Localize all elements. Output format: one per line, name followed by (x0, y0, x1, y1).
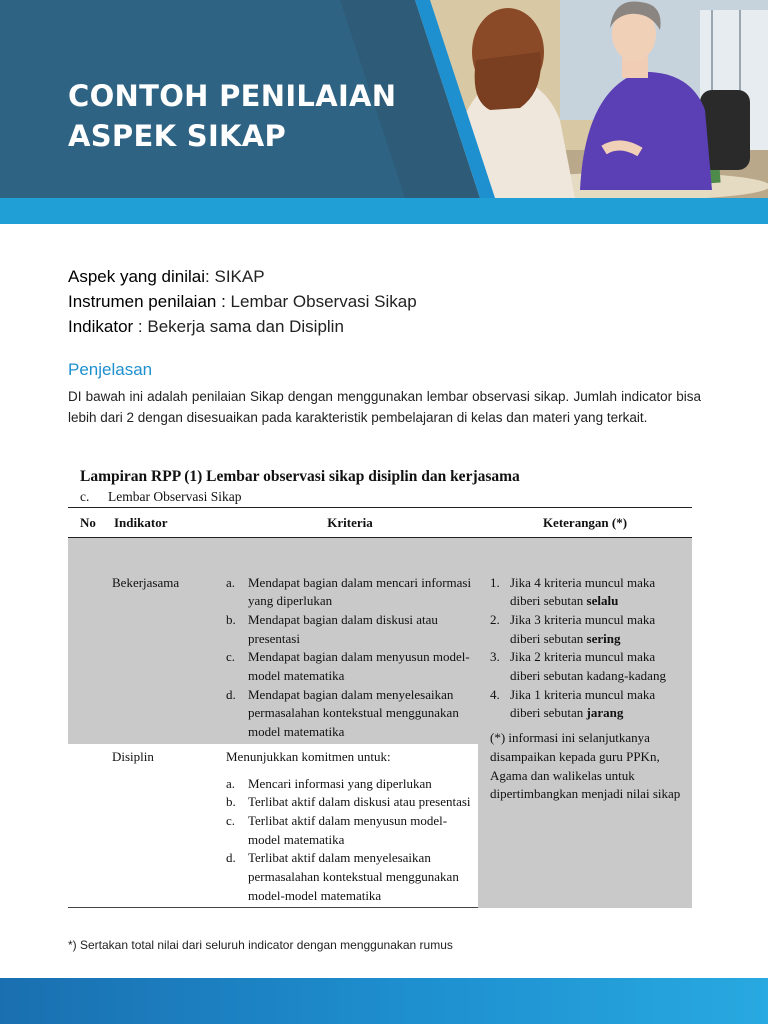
item-text-plain: Jika 4 kriteria muncul maka diberi sebutan (510, 574, 656, 609)
penjelasan-paragraph: DI bawah ini adalah penilaian Sikap dengan menggunakan lembar observasi sikap. Jumlah indicator bisa lebih dari 2 dengan disesuaikan pada karakteristik pembelajaran di kelas dan materi yang terkait. (68, 389, 701, 425)
item-letter: c. (226, 649, 236, 665)
title-line-1: CONTOH PENILAIAN (68, 79, 397, 113)
observation-table (68, 507, 692, 908)
sheet-subtitle (68, 488, 692, 506)
item-letter: b. (226, 794, 236, 810)
item-text: Mencari informasi yang diperlukan (248, 775, 432, 791)
item-number: 4. (490, 686, 500, 702)
item-text-plain: Jika 2 kriteria muncul maka diberi sebutan kadang-kadang (510, 649, 666, 684)
meta-aspek-key: Aspek yang dinilai (68, 267, 206, 286)
item-text (510, 648, 688, 685)
list-item (226, 849, 474, 905)
assessment-meta (68, 264, 417, 339)
header-no: No (68, 508, 108, 538)
item-text-bold: jarang (586, 705, 624, 721)
kriteria-intro: Menunjukkan komitmen untuk: (226, 748, 391, 764)
meta-indikator (68, 314, 417, 339)
cell-no (68, 574, 108, 744)
table-row (68, 538, 692, 574)
section-heading-penjelasan: Penjelasan (68, 360, 153, 379)
kriteria-list (226, 775, 474, 906)
list-item (490, 648, 688, 685)
meta-instrumen-key: Instrumen penilaian : (68, 292, 226, 311)
meta-indikator-key: Indikator (68, 317, 134, 336)
item-text-bold: selalu (586, 593, 619, 609)
item-letter: d. (226, 686, 236, 702)
header-kriteria: Kriteria (222, 508, 478, 538)
item-text: Mendapat bagian dalam diskusi atau presentasi (248, 611, 438, 646)
sheet-subtitle-text: Lembar Observasi Sikap (108, 489, 242, 504)
spacer-cell (478, 538, 692, 574)
cell-keterangan (478, 574, 692, 908)
keterangan-list (482, 574, 688, 724)
keterangan-note: (*) informasi ini selanjutkanya disampaikan kepada guru PPKn, Agama dan walikelas untuk dipertimbangkan menjadi nilai sikap (490, 730, 681, 802)
item-text (510, 574, 688, 611)
list-item (226, 611, 474, 648)
meta-instrumen (68, 289, 417, 314)
page-title (68, 76, 396, 156)
item-text-plain: Jika 3 kriteria muncul maka diberi sebutan (510, 611, 656, 646)
list-item (226, 648, 474, 685)
list-item (490, 574, 688, 611)
sheet-title: Lampiran RPP (1) Lembar observasi sikap disiplin dan kerjasama (80, 468, 520, 485)
cell-indikator: Bekerjasama (108, 574, 222, 744)
list-item (226, 793, 474, 812)
item-letter: c. (226, 812, 236, 828)
item-letter: d. (226, 850, 236, 866)
item-text: Mendapat bagian dalam mencari informasi yang diperlukan (248, 574, 472, 609)
item-text-plain: Jika 1 kriteria muncul maka diberi sebutan (510, 686, 656, 721)
item-text: Mendapat bagian dalam menyelesaikan permasalahan kontekstual menggunakan model matematika (248, 686, 459, 740)
header-indikator: Indikator (108, 508, 222, 538)
cell-no (68, 744, 108, 908)
item-text-bold: sering (586, 630, 621, 646)
item-text (510, 686, 688, 723)
item-letter: a. (226, 775, 236, 791)
list-item (226, 574, 474, 611)
item-text (510, 611, 688, 648)
item-letter: a. (226, 574, 236, 590)
item-letter: b. (226, 611, 236, 627)
meta-aspek-value: : SIKAP (205, 267, 265, 286)
header-keterangan: Keterangan (*) (478, 508, 692, 538)
table-row (68, 574, 692, 744)
footnote: *) Sertakan total nilai dari seluruh indicator dengan menggunakan rumus (68, 938, 453, 952)
kriteria-list (226, 574, 474, 742)
meta-indikator-value: : Bekerja sama dan Disiplin (133, 317, 344, 336)
list-item (226, 775, 474, 794)
item-number: 1. (490, 574, 500, 590)
meta-instrumen-value: Lembar Observasi Sikap (225, 292, 417, 311)
item-text: Terlibat aktif dalam menyelesaikan permasalahan kontekstual menggunakan model-model matematika (248, 850, 459, 903)
spacer-cell (222, 538, 478, 574)
table-header-row (68, 508, 692, 538)
item-number: 2. (490, 611, 500, 627)
observation-sheet (68, 466, 692, 908)
item-text: Terlibat aktif dalam diskusi atau presentasi (248, 794, 471, 810)
item-text: Mendapat bagian dalam menyusun model-model matematika (248, 649, 470, 684)
spacer-cell (108, 538, 222, 574)
list-item (490, 686, 688, 723)
list-item (490, 611, 688, 648)
cell-indikator: Disiplin (108, 744, 222, 908)
cell-kriteria (222, 744, 478, 908)
title-line-2: ASPEK SIKAP (68, 119, 287, 153)
list-item (226, 812, 474, 849)
cell-kriteria (222, 574, 478, 744)
header-banner (0, 0, 768, 224)
spacer-cell (68, 538, 108, 574)
footer-bar (0, 978, 768, 1024)
item-number: 3. (490, 649, 500, 665)
item-text: Terlibat aktif dalam menyusun model-model matematika (248, 812, 448, 847)
meta-aspek (68, 264, 417, 289)
sheet-subtitle-letter: c. (80, 489, 90, 504)
list-item (226, 686, 474, 742)
